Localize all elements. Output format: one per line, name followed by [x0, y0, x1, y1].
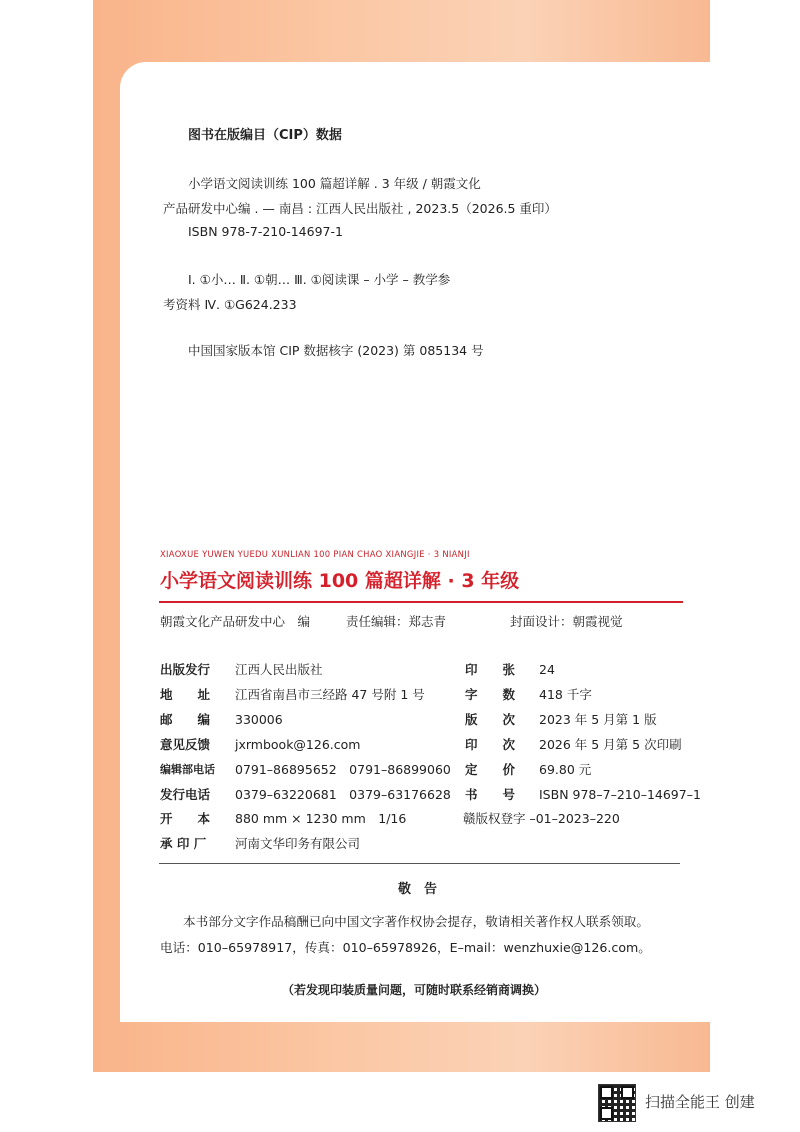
credit-cover-design: 封面设计：朝霞视觉: [510, 614, 623, 629]
detail-value: 2023 年 5 月第 1 版: [539, 712, 657, 727]
detail-label: 地 址: [160, 687, 211, 702]
copyright-registration: 赣版权登字 –01–2023–220: [463, 811, 620, 826]
detail-value: jxrmbook@126.com: [235, 737, 361, 752]
cip-line: 产品研发中心编 . — 南昌 : 江西人民出版社 , 2023.5（2026.5 重印）: [163, 201, 557, 216]
detail-label: 印 张: [465, 662, 516, 677]
notice-text: 本书部分文字作品稿酬已向中国文字著作权协会提存，敬请相关著作权人联系领取。: [183, 914, 649, 929]
title-divider: [159, 601, 683, 603]
book-title: 小学语文阅读训练 100 篇超详解 · 3 年级: [160, 570, 520, 592]
credit-editor-org: 朝霞文化产品研发中心 编: [160, 614, 311, 629]
detail-label: 出版发行: [160, 662, 211, 677]
detail-value: 0379–63220681 0379–63176628: [235, 787, 451, 802]
cip-line: 小学语文阅读训练 100 篇超详解 . 3 年级 / 朝霞文化: [188, 176, 481, 191]
detail-value: 河南文华印务有限公司: [235, 836, 361, 851]
detail-value: 330006: [235, 712, 283, 727]
detail-value: 69.80 元: [539, 762, 592, 777]
credit-responsible-editor: 责任编辑：郑志青: [346, 614, 447, 629]
qr-code-icon: [598, 1084, 636, 1122]
detail-value: 江西人民出版社: [235, 662, 323, 677]
detail-label: 书 号: [465, 787, 516, 802]
detail-label: 编辑部电话: [160, 763, 215, 776]
detail-label: 意见反馈: [160, 737, 211, 752]
detail-value: 880 mm × 1230 mm 1/16: [235, 811, 407, 826]
detail-value: ISBN 978–7–210–14697–1: [539, 787, 701, 802]
detail-label: 印 次: [465, 737, 516, 752]
detail-value: 江西省南昌市三经路 47 号附 1 号: [235, 687, 425, 702]
detail-label: 字 数: [465, 687, 516, 702]
detail-value: 24: [539, 662, 555, 677]
cip-record-number: 中国国家版本馆 CIP 数据核字 (2023) 第 085134 号: [188, 343, 484, 358]
notice-contact: 电话：010–65978917，传真：010–65978926，E–mail：wenzhuxie@126.com。: [160, 940, 651, 955]
cip-line: Ⅰ. ①小… Ⅱ. ①朝… Ⅲ. ①阅读课 – 小学 – 教学参: [188, 272, 451, 287]
quality-notice: （若发现印装质量问题，可随时联系经销商调换）: [282, 983, 547, 997]
notice-title: 敬 告: [398, 882, 438, 897]
detail-label: 版 次: [465, 712, 516, 727]
detail-value: 2026 年 5 月第 5 次印刷: [539, 737, 682, 752]
cip-heading: 图书在版编目（CIP）数据: [188, 128, 342, 143]
pinyin-title: XIAOXUE YUWEN YUEDU XUNLIAN 100 PIAN CHAO XIANGJIE · 3 NIANJI: [160, 549, 470, 559]
detail-value: 418 千字: [539, 687, 592, 702]
scanner-watermark: 扫描全能王 创建: [645, 1093, 755, 1111]
notice-divider: [159, 863, 680, 864]
detail-label: 发行电话: [160, 787, 211, 802]
detail-label: 承 印 厂: [160, 836, 207, 851]
detail-label: 邮 编: [160, 712, 211, 727]
detail-value: 0791–86895652 0791–86899060: [235, 762, 451, 777]
cip-line: 考资料 Ⅳ. ①G624.233: [163, 297, 297, 312]
cip-isbn: ISBN 978-7-210-14697-1: [188, 224, 343, 239]
detail-label: 定 价: [465, 762, 516, 777]
detail-label: 开 本: [160, 811, 211, 826]
